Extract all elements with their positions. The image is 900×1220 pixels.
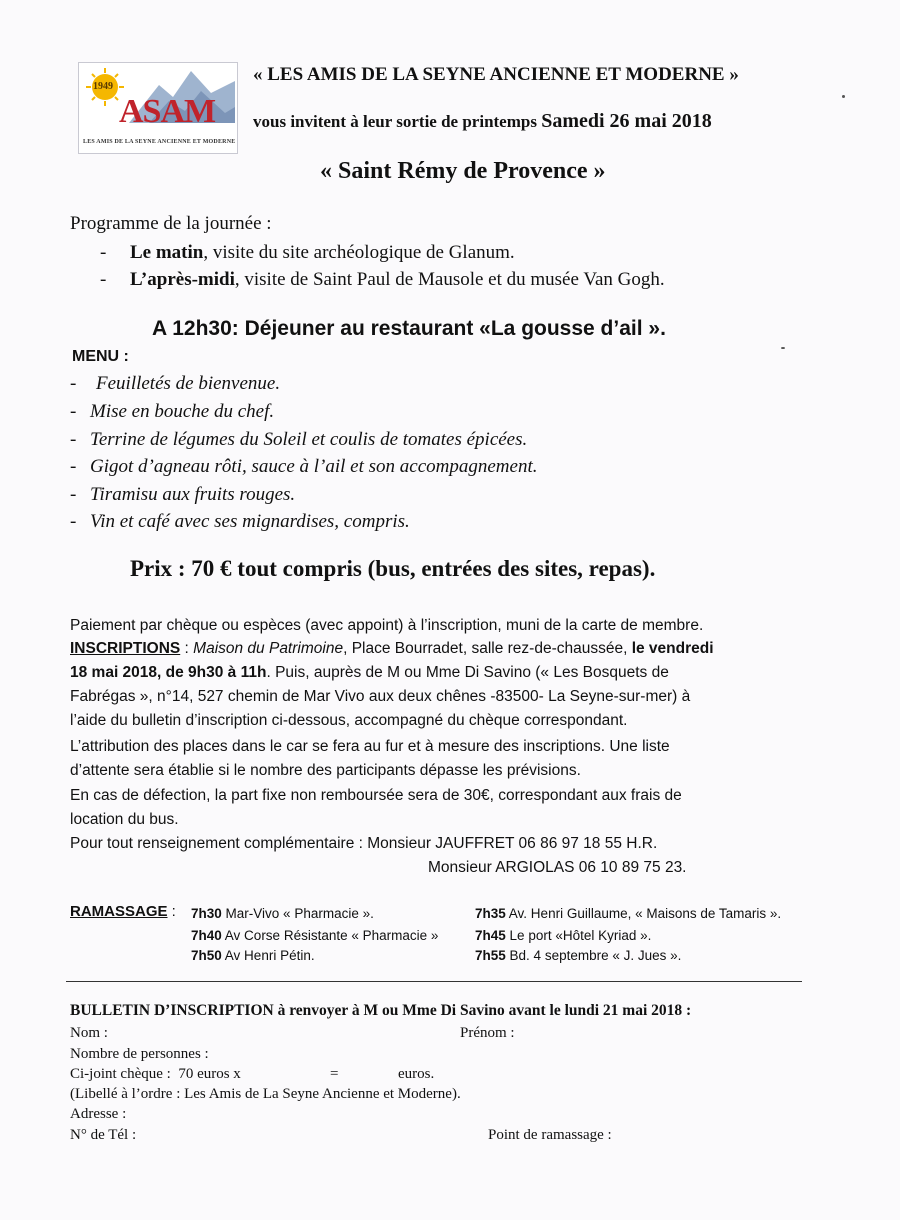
bulletin-heading: BULLETIN D’INSCRIPTION à renvoyer à M ou Mme Di Savino avant le lundi 21 mai 2018 : xyxy=(70,1002,692,1019)
stop-time: 7h30 xyxy=(191,906,222,921)
ramassage-stop xyxy=(475,928,651,943)
separator-line xyxy=(66,981,802,982)
menu-item: - Vin et café avec ses mignardises, compris. xyxy=(70,511,410,532)
logo-year: 1949 xyxy=(93,81,113,92)
lunch-heading: A 12h30: Déjeuner au restaurant «La gousse d’ail ». xyxy=(152,317,666,340)
inscriptions-when-a: le vendredi xyxy=(631,640,714,657)
programme-item-bold: L’après-midi xyxy=(130,269,235,290)
ramassage-stop xyxy=(191,928,438,943)
attribution-text: L’attribution des places dans le car se fera au fur et à mesure des inscriptions. Une liste xyxy=(70,738,670,755)
stop-time: 7h40 xyxy=(191,928,222,943)
asam-logo xyxy=(78,62,238,154)
invite-date: Samedi 26 mai 2018 xyxy=(541,110,712,132)
payment-text: Paiement par chèque ou espèces (avec appoint) à l’inscription, muni de la carte de membre. xyxy=(70,617,704,634)
invite-text: vous invitent à leur sortie de printemps xyxy=(253,112,537,131)
association-name: « LES AMIS DE LA SEYNE ANCIENNE ET MODERNE » xyxy=(253,64,739,85)
bulletin-nom: Nom : xyxy=(70,1025,108,1041)
stop-place: Mar-Vivo « Pharmacie ». xyxy=(225,906,374,921)
cheque-equals: = xyxy=(330,1066,339,1082)
menu-item: - Terrine de légumes du Soleil et coulis de tomates épicées. xyxy=(70,429,528,450)
ramassage-stop xyxy=(475,948,681,963)
ramassage-label: RAMASSAGE xyxy=(70,903,168,920)
scan-speck xyxy=(842,95,845,98)
inscriptions-place: Maison du Patrimoine xyxy=(193,640,344,657)
price-line: Prix : 70 € tout compris (bus, entrées des sites, repas). xyxy=(130,556,656,581)
programme-item: - L’après-midi, visite de Saint Paul de Mausole et du musée Van Gogh. xyxy=(100,269,665,290)
menu-item-text: Gigot d’agneau rôti, sauce à l’ail et son accompagnement. xyxy=(90,456,538,477)
stop-place: Bd. 4 septembre « J. Jues ». xyxy=(509,948,682,963)
menu-item: - Feuilletés de bienvenue. xyxy=(70,373,281,394)
ramassage-heading xyxy=(70,903,176,920)
stop-place: Le port «Hôtel Kyriad ». xyxy=(509,928,652,943)
menu-item-text: Mise en bouche du chef. xyxy=(90,401,275,422)
contact-text: Monsieur ARGIOLAS 06 10 89 75 23. xyxy=(428,859,687,876)
programme-item: - Le matin, visite du site archéologique de Glanum. xyxy=(100,242,515,263)
invite-line xyxy=(253,110,712,133)
menu-heading: MENU : xyxy=(72,348,129,365)
bulletin-point: Point de ramassage : xyxy=(488,1127,612,1143)
inscriptions-label: INSCRIPTIONS xyxy=(70,640,181,657)
inscriptions-sep: : xyxy=(180,640,194,657)
ramassage-stop xyxy=(191,906,374,921)
menu-item-text: Terrine de légumes du Soleil et coulis de tomates épicées. xyxy=(90,429,528,450)
bulletin-nombre: Nombre de personnes : xyxy=(70,1046,209,1062)
stop-place: Av Corse Résistante « Pharmacie » xyxy=(224,928,439,943)
defection-text: En cas de défection, la part fixe non remboursée sera de 30€, correspondant aux frais de xyxy=(70,787,682,804)
inscriptions-text: l’aide du bulletin d’inscription ci-dessous, accompagné du chèque correspondant. xyxy=(70,712,628,729)
ramassage-colon: : xyxy=(167,903,176,920)
attribution-text: d’attente sera établie si le nombre des participants dépasse les prévisions. xyxy=(70,762,581,779)
cheque-amount: 70 euros x xyxy=(178,1066,241,1082)
stop-time: 7h45 xyxy=(475,928,506,943)
stop-time: 7h55 xyxy=(475,948,506,963)
page-title: « Saint Rémy de Provence » xyxy=(320,158,606,184)
stop-place: Av Henri Pétin. xyxy=(224,948,315,963)
stop-time: 7h35 xyxy=(475,906,506,921)
menu-item: - Tiramisu aux fruits rouges. xyxy=(70,484,296,505)
inscriptions-line xyxy=(70,664,669,682)
menu-item-text: Tiramisu aux fruits rouges. xyxy=(90,484,296,505)
bulletin-cheque xyxy=(70,1066,241,1083)
bulletin-tel: N° de Tél : xyxy=(70,1127,137,1143)
bulletin-prenom: Prénom : xyxy=(460,1025,515,1041)
menu-item-text: Feuilletés de bienvenue. xyxy=(96,373,281,394)
scan-speck xyxy=(781,347,785,349)
menu-item: - Mise en bouche du chef. xyxy=(70,401,275,422)
inscriptions-text: . Puis, auprès de M ou Mme Di Savino (« Les Bosquets de xyxy=(266,664,669,681)
cheque-euros: euros. xyxy=(398,1066,435,1082)
bulletin-adresse: Adresse : xyxy=(70,1106,127,1122)
programme-item-text: , visite du site archéologique de Glanum. xyxy=(203,242,515,263)
inscriptions-address: , Place Bourradet, salle rez-de-chaussée, xyxy=(343,640,632,657)
contact-text: Pour tout renseignement complémentaire : Monsieur JAUFFRET 06 86 97 18 55 H.R. xyxy=(70,835,658,852)
programme-item-text: , visite de Saint Paul de Mausole et du musée Van Gogh. xyxy=(234,269,665,290)
ramassage-stop xyxy=(191,948,315,963)
stop-place: Av. Henri Guillaume, « Maisons de Tamaris ». xyxy=(508,906,782,921)
programme-heading: Programme de la journée : xyxy=(70,213,272,234)
inscriptions-line xyxy=(70,640,714,658)
logo-subtitle: LES AMIS DE LA SEYNE ANCIENNE ET MODERNE xyxy=(83,139,236,145)
cheque-label: Ci-joint chèque : xyxy=(70,1066,171,1082)
defection-text: location du bus. xyxy=(70,811,179,828)
stop-time: 7h50 xyxy=(191,948,222,963)
logo-name: ASAM xyxy=(119,93,216,130)
bulletin-libelle: (Libellé à l’ordre : Les Amis de La Seyne Ancienne et Moderne). xyxy=(70,1086,461,1102)
inscriptions-text: Fabrégas », n°14, 527 chemin de Mar Vivo aux deux chênes -83500- La Seyne-sur-mer) à xyxy=(70,688,691,705)
menu-item: - Gigot d’agneau rôti, sauce à l’ail et son accompagnement. xyxy=(70,456,538,477)
ramassage-stop xyxy=(475,906,781,921)
inscriptions-when-b: 18 mai 2018, de 9h30 à 11h xyxy=(70,664,267,681)
menu-item-text: Vin et café avec ses mignardises, compris. xyxy=(90,511,410,532)
programme-item-bold: Le matin xyxy=(130,242,204,263)
